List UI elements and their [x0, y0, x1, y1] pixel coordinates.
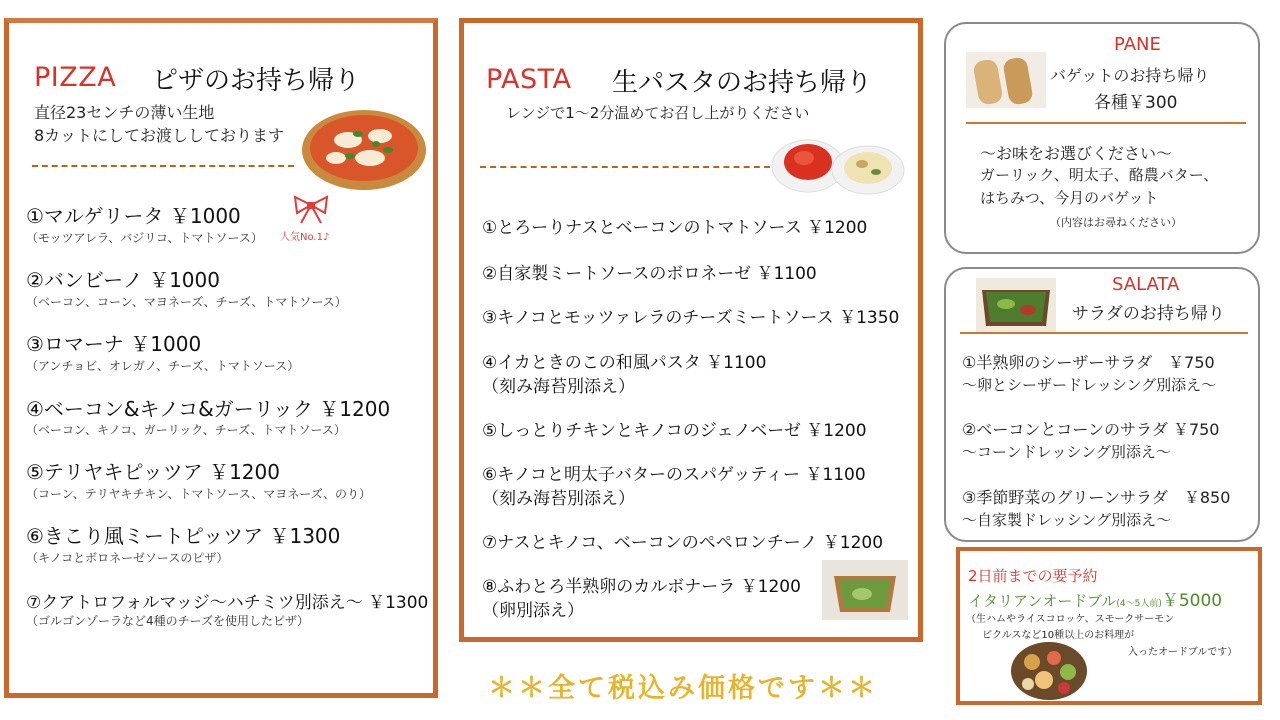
tax-included-notice: ＊＊全て税込み価格です＊＊: [488, 673, 878, 704]
pane-heading: バゲットのお持ち帰り: [1050, 66, 1210, 85]
pizza-photo: [300, 100, 428, 196]
pasta-item-name: ⑤しっとりチキンとキノコのジェノベーゼ ￥1200: [482, 421, 867, 441]
salata-divider: [960, 332, 1248, 334]
pizza-item-name: ④ベーコン&キノコ&ガーリック ￥1200: [26, 397, 391, 421]
salata-item-name: ②ベーコンとコーンのサラダ ￥750: [962, 420, 1220, 439]
pizza-item-detail: （ベーコン、コーン、マヨネーズ、チーズ、トマトソース）: [26, 295, 347, 309]
pane-flavors-1: ガーリック、明太子、酪農バター、: [980, 166, 1219, 184]
pizza-item-name: ①マルゲリータ ￥1000: [26, 204, 241, 228]
pizza-item-name: ⑤テリヤキピッツア ￥1200: [26, 460, 280, 484]
pizza-item-detail: （ゴルゴンゾーラなど4種のチーズを使用したピザ）: [26, 614, 310, 628]
pane-flavors-2: はちみつ、今月のバゲット: [980, 189, 1159, 207]
popular-badge: 人気No.1♪: [280, 232, 330, 243]
pizza-item-detail: （キノコとボロネーゼソースのピザ）: [26, 551, 229, 565]
pasta-item-name: ③キノコとモッツァレラのチーズミートソース ￥1350: [482, 308, 900, 328]
pane-choose: ～お味をお選びください～: [980, 144, 1173, 163]
salata-item-name: ③季節野菜のグリーンサラダ ￥850: [962, 488, 1231, 507]
reservation-desc-3: 入ったオードブルです）: [1128, 647, 1238, 658]
pasta-item-name: ①とろーりナスとベーコンのトマトソース ￥1200: [482, 218, 868, 238]
baguette-photo: [966, 52, 1046, 108]
pizza-title-jp: ピザのお持ち帰り: [152, 66, 361, 96]
reservation-title: 2日前までの要予約: [968, 567, 1098, 585]
pizza-item-detail: （コーン、テリヤキチキン、トマトソース、マヨネーズ、のり）: [26, 487, 372, 501]
salata-title-jp: サラダのお持ち帰り: [1072, 304, 1225, 324]
salata-item-detail: ～卵とシーザードレッシング別添え～: [962, 376, 1217, 394]
pizza-title-en: PIZZA: [34, 62, 117, 93]
pasta-item-detail: （刻み海苔別添え）: [482, 489, 635, 509]
pane-title-en: PANE: [1114, 34, 1161, 55]
pasta-item-name: ⑦ナスとキノコ、ベーコンのペペロンチーノ ￥1200: [482, 533, 884, 553]
pizza-item-name: ②バンビーノ ￥1000: [26, 268, 220, 292]
ribbon-icon: [289, 195, 333, 227]
pasta-item-detail: （刻み海苔別添え）: [482, 377, 635, 397]
pasta-item-name: ②自家製ミートソースのボロネーゼ ￥1100: [482, 264, 817, 284]
salata-title-en: SALATA: [1112, 274, 1180, 295]
antipasto-platter-photo: [1010, 640, 1088, 702]
pasta-item-name: ⑥キノコと明太子バターのスパゲッティー ￥1100: [482, 465, 866, 485]
pasta-item-detail: （卵別添え）: [482, 601, 584, 621]
pizza-item-detail: （アンチョビ、オレガノ、チーズ、トマトソース）: [26, 359, 300, 373]
pane-note: （内容はお尋ねください）: [1050, 216, 1182, 229]
pasta-title-jp: 生パスタのお持ち帰り: [612, 68, 873, 98]
salata-item-name: ①半熟卵のシーザーサラダ ￥750: [962, 353, 1215, 372]
takeout-box-photo: [822, 560, 908, 620]
pasta-divider: [480, 166, 770, 168]
pizza-item-name: ③ロマーナ ￥1000: [26, 332, 202, 356]
reservation-price: ￥5000: [1161, 591, 1223, 611]
reservation-size: (4～5人前): [1116, 599, 1162, 609]
pane-divider: [966, 122, 1246, 124]
reservation-desc-1: （生ハムやライスコロッケ、スモークサーモン: [966, 614, 1175, 625]
pane-price: 各種￥300: [1094, 93, 1178, 113]
pizza-item-name: ⑦クアトロフォルマッジ～ハチミツ別添え～ ￥1300: [26, 593, 429, 613]
pasta-item-name: ④イカときのこの和風パスタ ￥1100: [482, 353, 767, 373]
pasta-photo: [768, 128, 908, 198]
salad-photo: [976, 278, 1056, 332]
pizza-desc-size: 直径23センチの薄い生地: [34, 103, 215, 122]
pasta-title-en: PASTA: [486, 64, 572, 95]
pasta-item-name: ⑧ふわとろ半熟卵のカルボナーラ ￥1200: [482, 577, 801, 597]
salata-item-detail: ～自家製ドレッシング別添え～: [962, 511, 1172, 529]
pasta-desc: レンジで1～2分温めてお召し上がりください: [506, 104, 810, 122]
salata-item-detail: ～コーンドレッシング別添え～: [962, 443, 1171, 461]
pizza-item-name: ⑥きこり風ミートピッツア ￥1300: [26, 524, 341, 548]
pizza-item-detail: （モッツアレラ、バジリコ、トマトソース）: [26, 231, 263, 245]
reservation-desc-2: ピクルスなど10種以上のお料理が: [982, 630, 1135, 641]
pizza-desc-cut: 8カットにしてお渡ししております: [34, 126, 285, 145]
pizza-divider: [32, 165, 294, 167]
reservation-product-line: [968, 586, 1222, 611]
reservation-product: イタリアンオードブル: [968, 592, 1117, 610]
pizza-item-detail: （ベーコン、キノコ、ガーリック、チーズ、トマトソース）: [26, 423, 346, 437]
